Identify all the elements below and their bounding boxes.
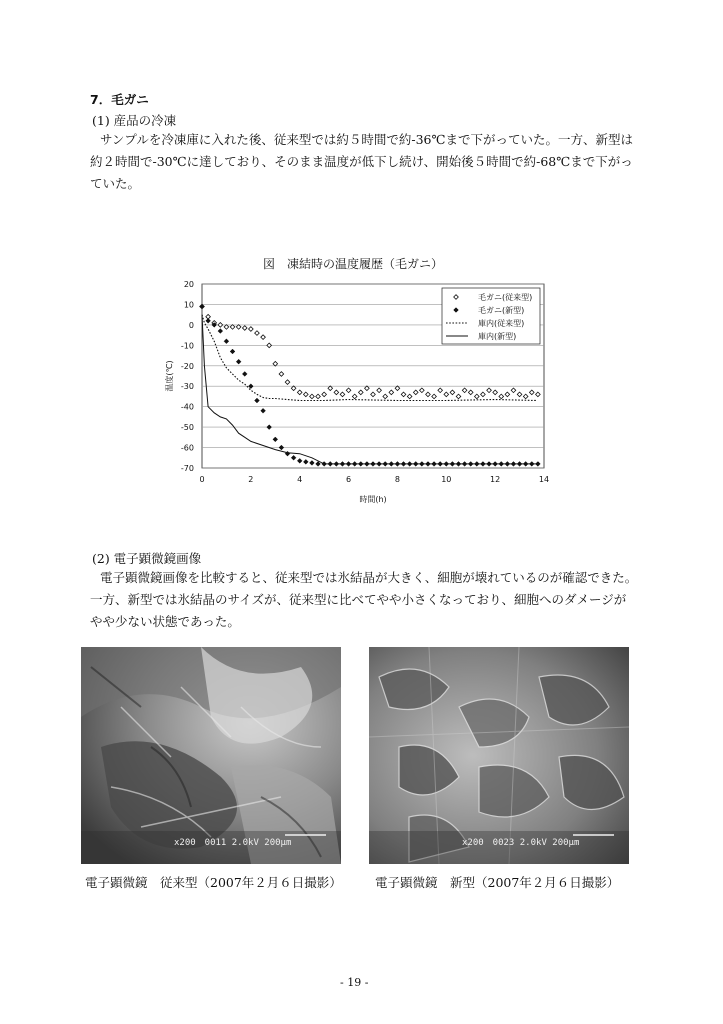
paragraph-microscope-line1: 電子顕微鏡画像を比較すると、従来型では氷結晶が大きく、細胞が壊れているのが確認できた。 [100, 570, 638, 585]
x-tick-label: 2 [248, 475, 254, 484]
y-tick-label: -20 [180, 361, 194, 371]
x-tick-label: 10 [441, 475, 452, 484]
chart-legend [442, 288, 540, 344]
paragraph-microscope-line3: やや少ない状態であった。 [90, 614, 240, 629]
caption-new: 電子顕微鏡 新型（2007年２月６日撮影） [375, 875, 620, 890]
y-tick-label: -60 [180, 443, 194, 453]
x-axis-label: 時間(h) [359, 495, 387, 504]
y-tick-label: -40 [180, 402, 194, 412]
y-tick-label: -50 [180, 423, 194, 433]
y-tick-label: 20 [183, 280, 194, 289]
subsection-heading-microscope: (2) 電子顕微鏡画像 [92, 551, 202, 566]
y-tick-label: -10 [180, 341, 194, 351]
caption-conventional: 電子顕微鏡 従来型（2007年２月６日撮影） [85, 875, 342, 890]
x-tick-label: 8 [394, 475, 400, 484]
page-number: - 19 - [340, 976, 369, 989]
temperature-chart [160, 276, 560, 516]
y-tick-label: -70 [180, 464, 194, 473]
y-axis-label: 温度(℃) [165, 360, 174, 392]
x-tick-label: 4 [297, 475, 303, 484]
subsection-heading-freezing: (1) 産品の冷凍 [92, 113, 177, 128]
paragraph-microscope-line2: 一方、新型では氷結晶のサイズが、従来型に比べてやや小さくなっており、細胞へのダメージが [90, 592, 627, 607]
chart-title: 図 凍結時の温度履歴（毛ガニ） [263, 257, 444, 271]
paragraph-freezing-line1: サンプルを冷凍庫に入れた後、従来型では約５時間で約-36℃まで下がっていた。一方、新型は [100, 132, 633, 147]
x-axis-ticks [199, 475, 549, 484]
sem-image-conventional [81, 647, 341, 864]
legend-entry: 毛ガニ(従来型) [478, 293, 533, 302]
sem-scale-bar-new: x200 0023 2.0kV 200μm [462, 838, 580, 848]
y-tick-label: -30 [180, 382, 194, 392]
paragraph-freezing-line2: 約２時間で-30℃に達しており、そのまま温度が低下し続け、開始後５時間で約-68℃まで下がっ [90, 154, 633, 169]
paragraph-freezing-line3: ていた。 [90, 176, 141, 191]
legend-entry: 毛ガニ(新型) [478, 306, 525, 315]
y-tick-label: 10 [183, 300, 194, 310]
sem-scale-bar-conventional: x200 0011 2.0kV 200μm [174, 838, 292, 848]
legend-entry: 庫内(新型) [478, 332, 517, 341]
section-heading: 7．毛ガニ [90, 92, 149, 107]
sem-image-new [369, 647, 629, 864]
x-tick-label: 0 [199, 475, 205, 484]
y-tick-label: 0 [188, 320, 194, 330]
y-axis-ticks [181, 280, 194, 473]
legend-entry: 庫内(従来型) [478, 319, 525, 328]
x-tick-label: 6 [346, 475, 352, 484]
x-tick-label: 14 [538, 475, 550, 484]
x-tick-label: 12 [490, 475, 501, 484]
